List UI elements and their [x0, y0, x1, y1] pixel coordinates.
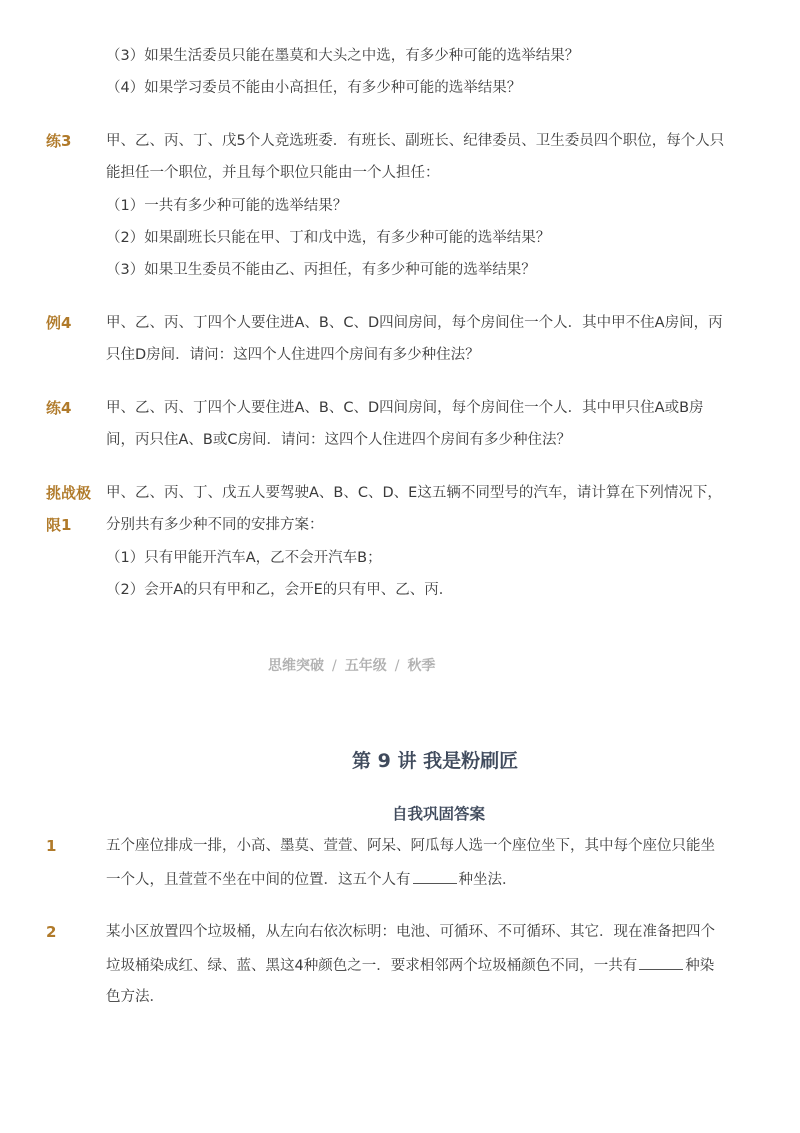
problem-text-segment: 垃圾桶染成红、绿、蓝、黑这4种颜色之一．要求相邻两个垃圾桶颜色不同，一共有 [106, 958, 638, 974]
question-text: （1）只有甲能开汽车A，乙不会开汽车B； [106, 550, 382, 566]
problem-text: 只住D房间．请问：这四个人住进四个房间有多少种住法？ [106, 347, 480, 363]
example-label: 例4 [46, 314, 72, 332]
problem-text: 甲、乙、丙、丁四个人要住进A、B、C、D四间房间，每个房间住一个人．其中甲只住A或B房 [106, 400, 704, 416]
problem-number: 1 [46, 837, 57, 855]
question-text: （3）如果卫生委员不能由乙、丙担任，有多少种可能的选举结果？ [106, 262, 536, 278]
question-text: （1）一共有多少种可能的选举结果？ [106, 198, 348, 214]
problem-text: 甲、乙、丙、丁四个人要住进A、B、C、D四间房间，每个房间住一个人．其中甲不住A房间，丙 [106, 315, 723, 331]
problem-text [106, 955, 714, 976]
answer-blank [639, 955, 683, 970]
problem-text-segment: 种坐法． [458, 872, 517, 888]
problem-text [106, 869, 517, 890]
lecture-title: 第 9 讲 我是粉刷匠 [352, 750, 519, 772]
problem-text-segment: 种染 [685, 958, 715, 974]
problem-text: 甲、乙、丙、丁、戊5个人竞选班委．有班长、副班长、纪律委员、卫生委员四个职位，每个人只 [106, 133, 725, 149]
problem-text: 分别共有多少种不同的安排方案： [106, 517, 324, 533]
question-text: （4）如果学习委员不能由小高担任，有多少种可能的选举结果？ [106, 80, 522, 96]
page-footer [268, 656, 435, 676]
footer-grade: 五年级 [344, 658, 387, 674]
problem-number: 2 [46, 923, 57, 941]
problem-text: 间，丙只住A、B或C房间．请问：这四个人住进四个房间有多少种住法？ [106, 432, 571, 448]
challenge-label: 挑战极 [46, 484, 92, 502]
question-text: （2）会开A的只有甲和乙，会开E的只有甲、乙、丙． [106, 582, 454, 598]
problem-text-segment: 一个人，且萱萱不坐在中间的位置．这五个人有 [106, 872, 411, 888]
problem-text: 甲、乙、丙、丁、戊五人要驾驶A、B、C、D、E这五辆不同型号的汽车，请计算在下列情况下， [106, 485, 722, 501]
footer-separator: / [394, 658, 400, 674]
footer-series: 思维突破 [268, 658, 324, 674]
question-text: （3）如果生活委员只能在墨莫和大头之中选，有多少种可能的选举结果？ [106, 48, 580, 64]
answer-blank [413, 869, 457, 884]
challenge-label: 限1 [46, 516, 72, 534]
problem-text: 能担任一个职位，并且每个职位只能由一个人担任： [106, 165, 440, 181]
problem-text: 色方法． [106, 989, 164, 1005]
footer-separator: / [332, 658, 337, 674]
problem-text: 某小区放置四个垃圾桶，从左向右依次标明：电池、可循环、不可循环、其它．现在准备把四个 [106, 924, 715, 940]
problem-text: 五个座位排成一排，小高、墨莫、萱萱、阿呆、阿瓜每人选一个座位坐下，其中每个座位只能坐 [106, 838, 715, 854]
exercise-label: 练4 [46, 399, 72, 417]
section-title: 自我巩固答案 [392, 805, 486, 823]
question-text: （2）如果副班长只能在甲、丁和戊中选，有多少种可能的选举结果？ [106, 230, 551, 246]
exercise-label: 练3 [46, 132, 72, 150]
footer-term: 秋季 [407, 658, 436, 674]
